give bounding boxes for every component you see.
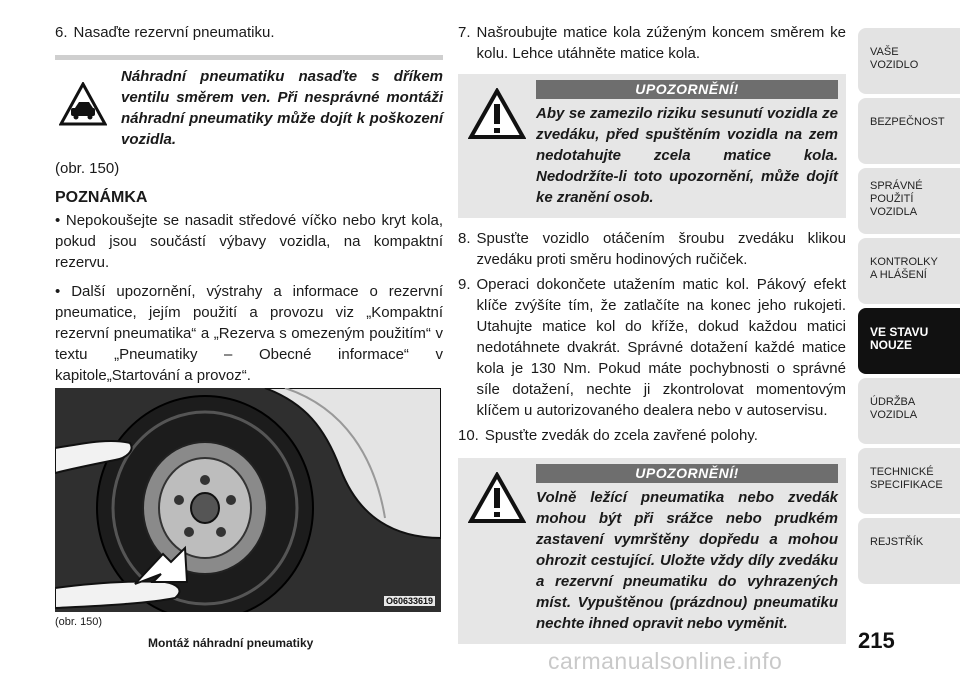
step-text: Operaci dokončete utažením matic kol. Pákový efekt klíče zvýšíte tím, že zatlačíte na konec jeho rukojeti. Utahujte matice kol do kříže, dokud každou matici nedotáhnete dvakrát. Správné dotažení každé matice kola je 130 Nm. Pokud máte pochybnosti o správné síle dotažení, nechte ji zkontrolovat momentovým klíčem u autorizovaného dealera nebo v autoservisu. <box>476 276 846 419</box>
right-column <box>458 22 846 644</box>
step-10 <box>458 425 846 446</box>
figure-caption: (obr. 150) <box>55 616 103 628</box>
step-text: Spusťte vozidlo otáčením šroubu zvedáku klikou zvedáku proti směru hodinových ručiček. <box>476 230 846 268</box>
warning-text: Aby se zamezilo riziku sesunutí vozidla ze zvedáku, před spuštěním vozidla na zem nedotahujte zcela matice kola. Nedodržíte-li toto upozornění, může dojít ke zranění osob. <box>536 105 838 206</box>
step-text: Našroubujte matice kola zúženým koncem směrem ke kolu. Lehce utáhněte matice kola. <box>476 24 846 62</box>
step-number: 7. <box>458 24 471 41</box>
warning-box-2 <box>458 458 846 644</box>
tab-ve-stavu-nouze[interactable]: VE STAVU NOUZE <box>858 308 960 374</box>
step-number: 6. <box>55 24 68 41</box>
step-number: 10. <box>458 427 479 444</box>
tab-technicke-specifikace[interactable]: TECHNICKÉ SPECIFIKACE <box>858 448 960 514</box>
warning-heading: UPOZORNĚNÍ! <box>536 464 838 483</box>
watermark: carmanualsonline.info <box>548 648 783 674</box>
warning-heading: UPOZORNĚNÍ! <box>536 80 838 99</box>
step-text: Spusťte zvedák do zcela zavřené polohy. <box>484 427 758 444</box>
figure-code: O60633619 <box>385 596 433 606</box>
step-7 <box>458 22 846 64</box>
chapter-sidebar <box>858 28 960 588</box>
warning-car-icon <box>59 82 107 126</box>
note-title: POZNÁMKA <box>55 189 148 206</box>
tab-spravne-pouziti[interactable]: SPRÁVNÉ POUŽITÍ VOZIDLA <box>858 168 960 234</box>
warning-box-1 <box>458 74 846 218</box>
caution-box <box>55 55 443 150</box>
step-9 <box>458 274 846 421</box>
tire-illustration <box>55 388 441 612</box>
warning-triangle-icon <box>468 472 526 524</box>
step-text: Nasaďte rezervní pneumatiku. <box>73 24 275 41</box>
caution-text: Náhradní pneumatiku nasaďte s dříkem ventilu směrem ven. Při nesprávné montáži náhradní pneumatiky může dojít k poškození vozidla. <box>121 68 443 148</box>
step-6 <box>55 22 443 43</box>
warning-text: Volně ležící pneumatika nebo zvedák mohou být při srážce nebo prudkém zastavení vymrštěny dopředu a mohou ohrozit cestující. Uložte vždy díly zvedáku a rezervní pneumatiku do vyhrazených míst. Vypuštěnou (prázdnou) pneumatiku nechte ihned opravit nebo vyměnit. <box>536 489 838 632</box>
tab-kontrolky[interactable]: KONTROLKY A HLÁŠENÍ <box>858 238 960 304</box>
figure-reference: (obr. 150) <box>55 160 120 177</box>
left-column <box>55 22 443 386</box>
tab-udrzba[interactable]: ÚDRŽBA VOZIDLA <box>858 378 960 444</box>
figure-spare-tire <box>55 388 441 612</box>
step-8 <box>458 228 846 270</box>
note-item-2: • Další upozornění, výstrahy a informace o rezervní pneumatice, jejím použití a provozu viz „Kompaktní rezervní pneumatika“ a „Rezerva s omezeným použitím“ v textu „Pneumatiky – Obecné informace“ v kapitole„Startování a provoz“. <box>55 283 443 384</box>
figure-title: Montáž náhradní pneumatiky <box>148 636 314 650</box>
warning-triangle-icon <box>468 88 526 140</box>
tab-vase-vozidlo[interactable]: VAŠE VOZIDLO <box>858 28 960 94</box>
note-item-1: • Nepokoušejte se nasadit středové víčko nebo kryt kola, pokud jsou součástí výbavy vozidla, na kompaktní rezervu. <box>55 212 443 271</box>
tab-rejstrik[interactable]: REJSTŘÍK <box>858 518 960 584</box>
page-number: 215 <box>858 628 895 653</box>
step-number: 8. <box>458 230 471 247</box>
step-number: 9. <box>458 276 471 293</box>
tab-bezpecnost[interactable]: BEZPEČNOST <box>858 98 960 164</box>
